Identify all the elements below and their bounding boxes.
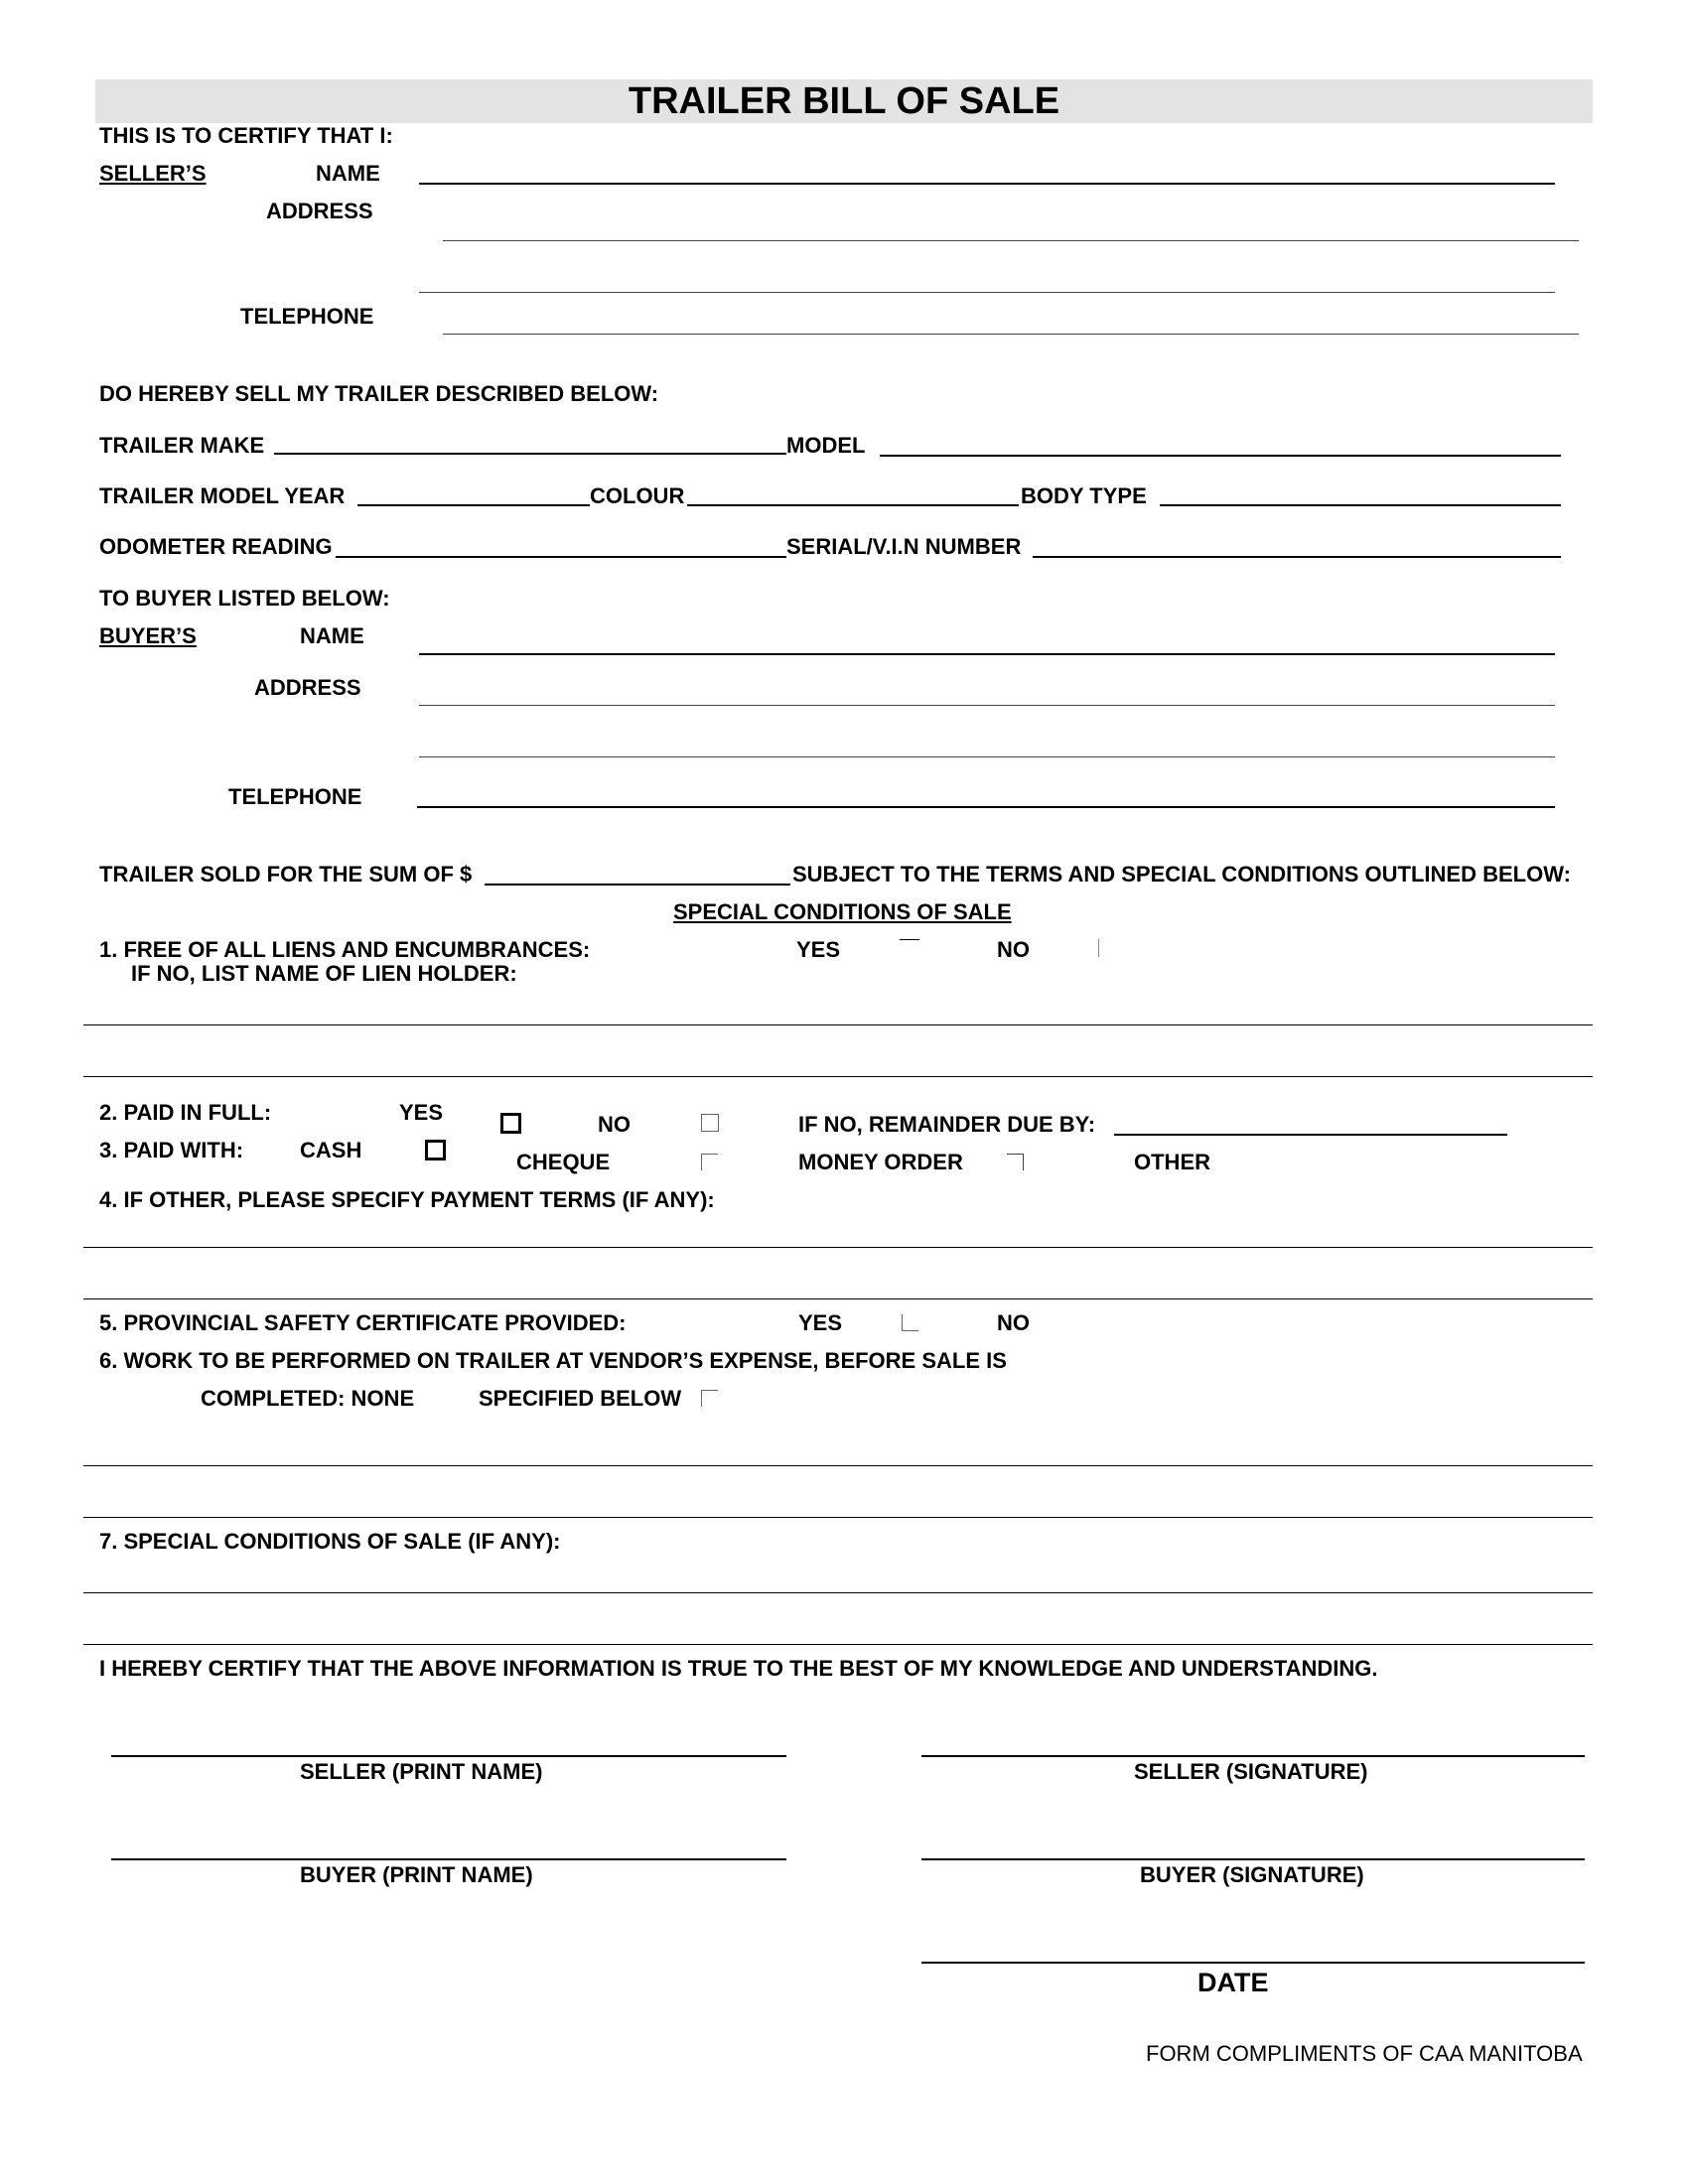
seller-address-label: ADDRESS — [266, 199, 373, 223]
liens-label: 1. FREE OF ALL LIENS AND ENCUMBRANCES: — [99, 937, 591, 962]
paid-full-label: 2. PAID IN FULL: — [99, 1100, 272, 1125]
trailer-model-field[interactable] — [880, 455, 1561, 457]
buyer-print-label: BUYER (PRINT NAME) — [300, 1862, 533, 1887]
liens-yes-checkbox[interactable] — [900, 939, 919, 940]
buyer-print-line[interactable] — [111, 1858, 786, 1860]
odometer-label: ODOMETER READING — [99, 534, 333, 559]
other-terms-line-2[interactable] — [83, 1298, 1593, 1299]
special-line-1[interactable] — [83, 1592, 1593, 1593]
safety-no-label: NO — [997, 1310, 1030, 1335]
serial-field[interactable] — [1033, 556, 1561, 558]
work-line-2[interactable] — [83, 1517, 1593, 1518]
sum-label: TRAILER SOLD FOR THE SUM OF $ — [99, 862, 473, 887]
colour-label: COLOUR — [590, 483, 685, 508]
lien-holder-line-2[interactable] — [83, 1076, 1593, 1077]
seller-address-line-1[interactable] — [443, 240, 1579, 241]
other-terms-line-1[interactable] — [83, 1247, 1593, 1248]
safety-label: 5. PROVINCIAL SAFETY CERTIFICATE PROVIDED: — [99, 1310, 627, 1335]
lien-holder-line-1[interactable] — [83, 1024, 1593, 1025]
buyer-telephone-field[interactable] — [417, 806, 1555, 808]
seller-signature-label: SELLER (SIGNATURE) — [1134, 1759, 1368, 1784]
form-title: TRAILER BILL OF SALE — [628, 80, 1060, 122]
date-label: DATE — [1197, 1968, 1269, 1997]
safety-yes-label: YES — [798, 1310, 843, 1335]
specified-below-label: SPECIFIED BELOW — [479, 1386, 682, 1411]
seller-heading: SELLER’S — [99, 161, 207, 186]
special-conditions-heading: SPECIAL CONDITIONS OF SALE — [673, 899, 1012, 924]
seller-signature-line[interactable] — [921, 1755, 1585, 1757]
seller-address-line-2[interactable] — [419, 292, 1555, 293]
model-year-field[interactable] — [357, 504, 590, 506]
subject-text: SUBJECT TO THE TERMS AND SPECIAL CONDITIONS OUTLINED BELOW: — [792, 862, 1571, 887]
seller-telephone-field[interactable] — [443, 334, 1579, 335]
cash-label: CASH — [300, 1138, 362, 1162]
money-order-label: MONEY ORDER — [798, 1150, 963, 1174]
paid-with-label: 3. PAID WITH: — [99, 1138, 244, 1162]
paid-full-no-label: NO — [598, 1112, 631, 1137]
date-line[interactable] — [921, 1962, 1585, 1964]
paid-full-yes-checkbox[interactable] — [500, 1113, 521, 1134]
completed-none-label: COMPLETED: NONE — [201, 1386, 415, 1411]
liens-no-label: NO — [997, 937, 1030, 962]
work-label: 6. WORK TO BE PERFORMED ON TRAILER AT VENDOR’S EXPENSE, BEFORE SALE IS — [99, 1348, 1007, 1373]
special-line-2[interactable] — [83, 1644, 1593, 1645]
safety-yes-checkbox[interactable] — [902, 1314, 918, 1331]
buyer-signature-line[interactable] — [921, 1858, 1585, 1860]
cash-checkbox[interactable] — [425, 1140, 446, 1160]
paid-full-yes-label: YES — [399, 1100, 444, 1125]
trailer-model-label: MODEL — [786, 433, 866, 458]
model-year-label: TRAILER MODEL YEAR — [99, 483, 346, 508]
footer-text: FORM COMPLIMENTS OF CAA MANITOBA — [1146, 2041, 1583, 2066]
money-order-checkbox[interactable] — [1007, 1154, 1024, 1170]
remainder-due-field[interactable] — [1114, 1134, 1507, 1136]
other-label: OTHER — [1134, 1150, 1210, 1174]
work-line-1[interactable] — [83, 1465, 1593, 1466]
buyer-address-label: ADDRESS — [254, 675, 361, 700]
seller-name-label: NAME — [316, 161, 380, 186]
liens-sub-label: IF NO, LIST NAME OF LIEN HOLDER: — [131, 961, 517, 986]
trailer-make-label: TRAILER MAKE — [99, 433, 265, 458]
buyer-signature-label: BUYER (SIGNATURE) — [1140, 1862, 1364, 1887]
seller-name-field[interactable] — [419, 183, 1555, 185]
buyer-name-field[interactable] — [419, 653, 1555, 655]
buyer-heading: BUYER’S — [99, 623, 197, 648]
liens-yes-label: YES — [796, 937, 841, 962]
remainder-label: IF NO, REMAINDER DUE BY: — [798, 1112, 1096, 1137]
serial-label: SERIAL/V.I.N NUMBER — [786, 534, 1022, 559]
seller-telephone-label: TELEPHONE — [240, 304, 374, 329]
cheque-checkbox[interactable] — [701, 1154, 718, 1170]
buyer-name-label: NAME — [300, 623, 364, 648]
sum-field[interactable] — [485, 884, 790, 886]
intro-text: THIS IS TO CERTIFY THAT I: — [99, 123, 393, 148]
buyer-address-line-1[interactable] — [419, 705, 1555, 706]
specified-below-checkbox[interactable] — [701, 1390, 718, 1407]
certify-statement: I HEREBY CERTIFY THAT THE ABOVE INFORMATION IS TRUE TO THE BEST OF MY KNOWLEDGE AND UNDERSTANDING. — [99, 1656, 1378, 1681]
special-conditions-label: 7. SPECIAL CONDITIONS OF SALE (IF ANY): — [99, 1529, 561, 1554]
cheque-label: CHEQUE — [516, 1150, 611, 1174]
buyer-address-line-2[interactable] — [419, 756, 1555, 757]
paid-full-no-checkbox[interactable] — [701, 1114, 719, 1132]
other-terms-label: 4. IF OTHER, PLEASE SPECIFY PAYMENT TERMS (IF ANY): — [99, 1187, 715, 1212]
colour-field[interactable] — [687, 504, 1019, 506]
seller-print-line[interactable] — [111, 1755, 786, 1757]
trailer-make-field[interactable] — [274, 453, 786, 455]
body-type-label: BODY TYPE — [1021, 483, 1147, 508]
buyer-telephone-label: TELEPHONE — [228, 784, 362, 809]
sell-statement: DO HEREBY SELL MY TRAILER DESCRIBED BELOW: — [99, 381, 659, 406]
seller-print-label: SELLER (PRINT NAME) — [300, 1759, 543, 1784]
body-type-field[interactable] — [1160, 504, 1561, 506]
liens-no-checkbox[interactable] — [1098, 939, 1099, 957]
to-buyer-text: TO BUYER LISTED BELOW: — [99, 586, 390, 611]
odometer-field[interactable] — [336, 556, 786, 558]
